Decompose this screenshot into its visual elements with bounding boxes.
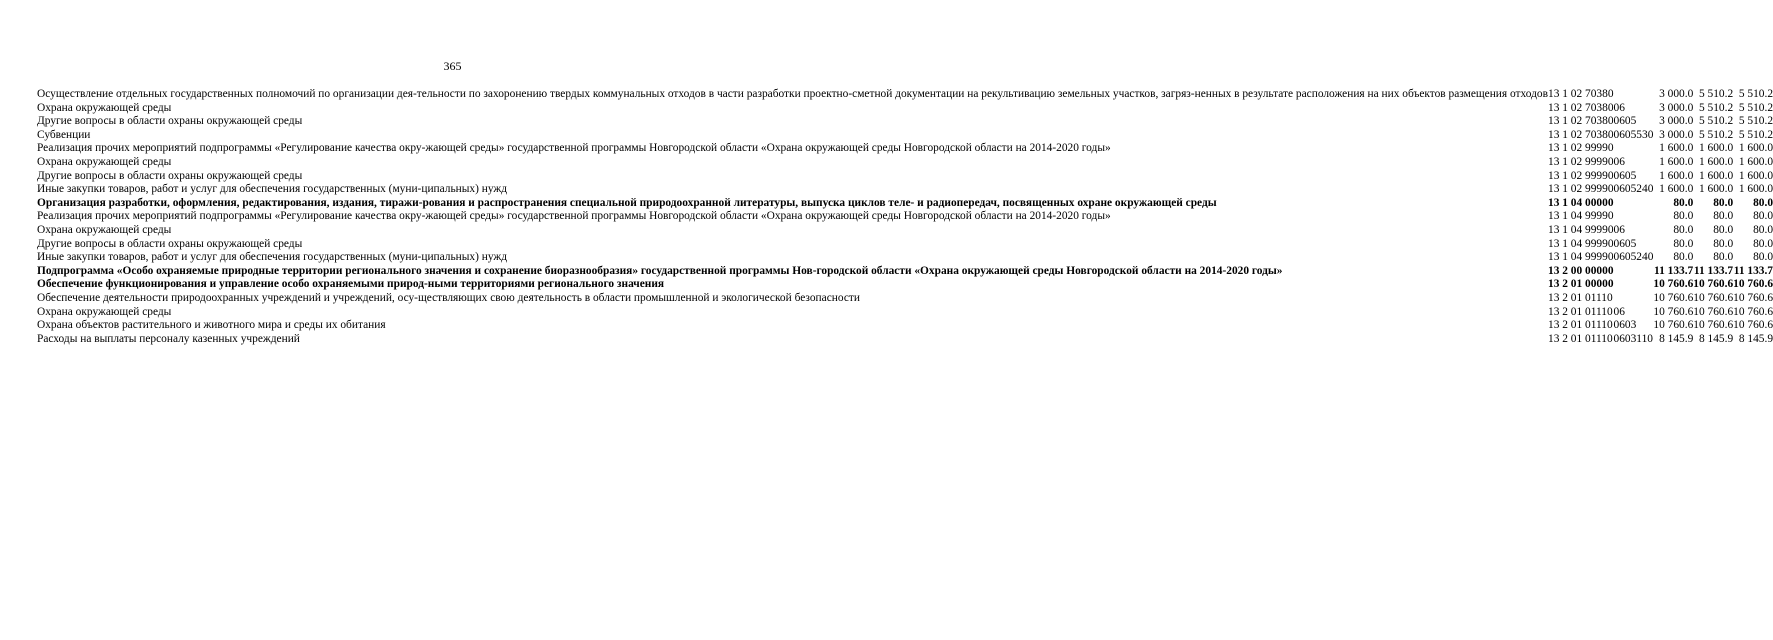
section-code: [1614, 292, 1625, 306]
target-article-code: 13 1 04 00000: [1548, 196, 1614, 209]
amount-year-1: 1 600.0: [1659, 142, 1694, 155]
amount-year-3: 10 760.6: [1733, 319, 1773, 332]
expense-type-code: [1636, 306, 1653, 320]
amount-year-3: 80.0: [1753, 223, 1773, 236]
table-row: [37, 292, 1773, 306]
row-name: Охрана окружающей среды: [37, 101, 172, 114]
target-article-code: 13 1 04 99990: [1548, 237, 1614, 250]
amount-year-2: 80.0: [1713, 196, 1734, 209]
subsection-code: 03: [1624, 332, 1637, 345]
amount-year-3: 1 600.0: [1738, 183, 1773, 196]
expense-type-code: 530: [1636, 128, 1654, 141]
expense-type-code: [1636, 102, 1653, 116]
subsection-code: [1625, 197, 1636, 211]
table-row: [37, 319, 1773, 333]
expense-type-code: 240: [1636, 251, 1654, 264]
section-code: [1614, 142, 1625, 156]
row-name: Охрана окружающей среды: [37, 155, 172, 168]
amount-year-1: 10 760.6: [1653, 319, 1694, 332]
amount-year-3: 80.0: [1753, 251, 1773, 264]
table-row: [37, 306, 1773, 320]
target-article-code: 13 2 01 01110: [1548, 291, 1613, 304]
amount-year-2: 5 510.2: [1698, 88, 1734, 100]
amount-year-3: 11 133.7: [1733, 264, 1773, 277]
row-name: Другие вопросы в области охраны окружающей среды: [37, 237, 303, 250]
row-name: Другие вопросы в области охраны окружающей среды: [37, 169, 303, 182]
row-name: Реализация прочих мероприятий подпрограммы «Регулирование качества окру-жающей среды» государственной программы Новгородской области «Охрана окружающей среды Новгородской области на 2014-2020 годы»: [37, 210, 1111, 223]
target-article-code: 13 1 02 70380: [1548, 101, 1614, 114]
table-row: [37, 183, 1773, 197]
target-article-code: 13 1 02 99990: [1548, 142, 1614, 155]
page-number: 365: [443, 59, 462, 73]
expense-type-code: [1636, 210, 1653, 224]
amount-year-3: 5 510.2: [1738, 115, 1773, 128]
table-row: [37, 210, 1773, 224]
row-name: Другие вопросы в области охраны окружающей среды: [37, 115, 303, 128]
subsection-code: 05: [1624, 251, 1637, 264]
expense-type-code: 110: [1636, 332, 1653, 345]
section-code: 06: [1613, 251, 1625, 264]
subsection-code: 03: [1624, 319, 1637, 332]
expense-type-code: [1636, 115, 1653, 129]
subsection-code: [1625, 142, 1636, 156]
row-name: Иные закупки товаров, работ и услуг для обеспечения государственных (муни-ципальных) нужд: [37, 251, 508, 264]
section-code: 06: [1613, 237, 1625, 250]
amount-year-3: 1 600.0: [1738, 169, 1773, 182]
section-code: [1614, 278, 1625, 292]
table-row: [37, 170, 1773, 184]
amount-year-3: 1 600.0: [1738, 142, 1773, 155]
expense-type-code: [1636, 156, 1653, 170]
amount-year-3: 1 600.0: [1738, 155, 1773, 168]
section-code: 06: [1613, 115, 1625, 128]
amount-year-1: 3 000.0: [1659, 128, 1694, 141]
expense-type-code: [1636, 142, 1653, 156]
budget-table-body: [37, 88, 1773, 346]
amount-year-1: 10 760.6: [1653, 278, 1694, 291]
row-name: Обеспечение деятельности природоохранных учреждений и учреждений, осу-ществляющих свою деятельность в области промышленной и экологической безопасности: [37, 291, 860, 304]
amount-year-3: 8 145.9: [1738, 332, 1773, 345]
table-row: [37, 265, 1773, 279]
amount-year-2: 10 760.6: [1693, 278, 1734, 291]
target-article-code: 13 1 02 99990: [1548, 169, 1614, 182]
target-article-code: 13 1 02 70380: [1548, 115, 1614, 128]
row-name: Охрана окружающей среды: [37, 305, 172, 318]
subsection-code: 05: [1624, 128, 1637, 141]
amount-year-1: 80.0: [1673, 223, 1694, 236]
section-code: 06: [1613, 128, 1625, 141]
target-article-code: 13 1 04 99990: [1548, 251, 1614, 264]
subsection-code: [1625, 210, 1636, 224]
amount-year-1: 10 760.6: [1653, 291, 1694, 304]
expense-type-code: [1636, 278, 1653, 292]
amount-year-2: 10 760.6: [1693, 305, 1734, 318]
section-code: 06: [1613, 319, 1625, 332]
amount-year-1: 80.0: [1673, 196, 1694, 209]
amount-year-2: 1 600.0: [1698, 155, 1734, 168]
table-row: [37, 88, 1773, 102]
target-article-code: 13 1 02 99990: [1548, 155, 1614, 168]
amount-year-1: 3 000.0: [1659, 101, 1694, 114]
row-name: Реализация прочих мероприятий подпрограммы «Регулирование качества окру-жающей среды» государственной программы Новгородской области «Охрана окружающей среды Новгородской области на 2014-2020 годы»: [37, 142, 1111, 155]
amount-year-3: 10 760.6: [1733, 278, 1773, 291]
subsection-code: 05: [1624, 183, 1637, 196]
table-row: [37, 156, 1773, 170]
target-article-code: 13 2 01 01110: [1548, 332, 1613, 345]
expense-type-code: [1636, 170, 1653, 184]
section-code: [1614, 197, 1625, 211]
subsection-code: [1625, 224, 1636, 238]
amount-year-1: 80.0: [1673, 251, 1694, 264]
subsection-code: [1625, 88, 1636, 102]
table-row: [37, 251, 1773, 265]
amount-year-2: 11 133.7: [1693, 264, 1734, 277]
amount-year-1: 1 600.0: [1659, 169, 1694, 182]
expense-type-code: [1636, 319, 1653, 333]
table-row: [37, 129, 1773, 143]
amount-year-2: 80.0: [1713, 210, 1734, 223]
amount-year-1: 1 600.0: [1659, 183, 1694, 196]
amount-year-3: 80.0: [1753, 196, 1773, 209]
section-code: 06: [1613, 332, 1625, 345]
amount-year-2: 80.0: [1713, 237, 1734, 250]
section-code: [1614, 265, 1625, 279]
section-code: [1614, 88, 1625, 102]
amount-year-1: 3 000.0: [1659, 115, 1694, 128]
table-row: [37, 102, 1773, 116]
table-row: [37, 278, 1773, 292]
section-code: 06: [1613, 223, 1625, 236]
budget-table: [37, 88, 1773, 346]
subsection-code: 05: [1624, 115, 1637, 128]
expense-type-code: [1636, 238, 1653, 252]
row-name: Осуществление отдельных государственных полномочий по организации дея-тельности по захоронению твердых коммунальных отходов в части разработки проектно-сметной документации на рекультивацию земельных участков, загряз-ненных в результате расположения на них объектов размещения отходов: [37, 88, 1549, 100]
amount-year-1: 8 145.9: [1659, 332, 1694, 345]
table-row: [37, 197, 1773, 211]
section-code: 06: [1613, 183, 1625, 196]
target-article-code: 13 1 02 70380: [1548, 128, 1614, 141]
row-name: Охрана окружающей среды: [37, 223, 172, 236]
target-article-code: 13 2 01 01110: [1548, 305, 1613, 318]
amount-year-3: 10 760.6: [1733, 291, 1773, 304]
target-article-code: 13 2 01 00000: [1548, 278, 1614, 291]
amount-year-3: 5 510.2: [1738, 101, 1773, 114]
row-name: Подпрограмма «Особо охраняемые природные территории регионального значения и сохранение биоразнообразия» государственной программы Нов-городской области «Охрана окружающей среды Новгородской области на 2014-2020 годы»: [37, 264, 1283, 277]
subsection-code: [1625, 306, 1636, 320]
amount-year-1: 10 760.6: [1653, 305, 1694, 318]
expense-type-code: [1636, 292, 1653, 306]
subsection-code: [1625, 292, 1636, 306]
amount-year-1: 11 133.7: [1654, 264, 1694, 277]
section-code: [1614, 210, 1625, 224]
amount-year-2: 5 510.2: [1698, 128, 1734, 141]
row-name: Расходы на выплаты персоналу казенных учреждений: [37, 332, 300, 345]
row-name: Обеспечение функционирования и управление особо охраняемыми природ-ными территориями регионального значения: [37, 278, 665, 291]
amount-year-3: 5 510.2: [1738, 88, 1773, 100]
amount-year-2: 1 600.0: [1698, 169, 1734, 182]
row-name: Организация разработки, оформления, редактирования, издания, тиражи-рования и распространения специальной природоохранной литературы, выпуска циклов теле- и радиопередач, посвященных охране окружающей среды: [37, 196, 1217, 209]
table-row: [37, 333, 1773, 347]
amount-year-2: 1 600.0: [1698, 183, 1734, 196]
amount-year-1: 1 600.0: [1659, 155, 1694, 168]
amount-year-2: 5 510.2: [1698, 101, 1734, 114]
target-article-code: 13 2 01 01110: [1548, 319, 1613, 332]
subsection-code: [1625, 278, 1636, 292]
amount-year-1: 3 000.0: [1659, 88, 1694, 100]
section-code: 06: [1613, 155, 1625, 168]
target-article-code: 13 1 02 99990: [1548, 183, 1614, 196]
table-row: [37, 224, 1773, 238]
subsection-code: 05: [1624, 237, 1637, 250]
amount-year-2: 8 145.9: [1698, 332, 1734, 345]
table-row: [37, 115, 1773, 129]
amount-year-2: 5 510.2: [1698, 115, 1734, 128]
expense-type-code: [1636, 88, 1653, 102]
row-name: Субвенции: [37, 128, 91, 141]
amount-year-2: 1 600.0: [1698, 142, 1734, 155]
expense-type-code: [1636, 224, 1653, 238]
target-article-code: 13 1 02 70380: [1548, 88, 1614, 100]
target-article-code: 13 1 04 99990: [1548, 210, 1614, 223]
amount-year-1: 80.0: [1673, 210, 1694, 223]
expense-type-code: [1636, 197, 1653, 211]
subsection-code: [1625, 156, 1636, 170]
amount-year-2: 80.0: [1713, 223, 1734, 236]
amount-year-2: 10 760.6: [1693, 319, 1734, 332]
subsection-code: 05: [1624, 169, 1637, 182]
table-row: [37, 142, 1773, 156]
amount-year-3: 5 510.2: [1738, 128, 1773, 141]
amount-year-3: 10 760.6: [1733, 305, 1773, 318]
row-name: Иные закупки товаров, работ и услуг для обеспечения государственных (муни-ципальных) нужд: [37, 183, 508, 196]
amount-year-1: 80.0: [1673, 237, 1694, 250]
expense-type-code: 240: [1636, 183, 1654, 196]
section-code: 06: [1613, 101, 1625, 114]
amount-year-3: 80.0: [1753, 237, 1773, 250]
subsection-code: [1625, 265, 1636, 279]
target-article-code: 13 1 04 99990: [1548, 223, 1614, 236]
subsection-code: [1625, 102, 1636, 116]
amount-year-3: 80.0: [1753, 210, 1773, 223]
target-article-code: 13 2 00 00000: [1548, 264, 1614, 277]
expense-type-code: [1636, 265, 1653, 279]
amount-year-2: 80.0: [1713, 251, 1734, 264]
section-code: 06: [1613, 169, 1625, 182]
section-code: 06: [1613, 305, 1625, 318]
row-name: Охрана объектов растительного и животного мира и среды их обитания: [37, 319, 386, 332]
amount-year-2: 10 760.6: [1693, 291, 1734, 304]
table-row: [37, 238, 1773, 252]
